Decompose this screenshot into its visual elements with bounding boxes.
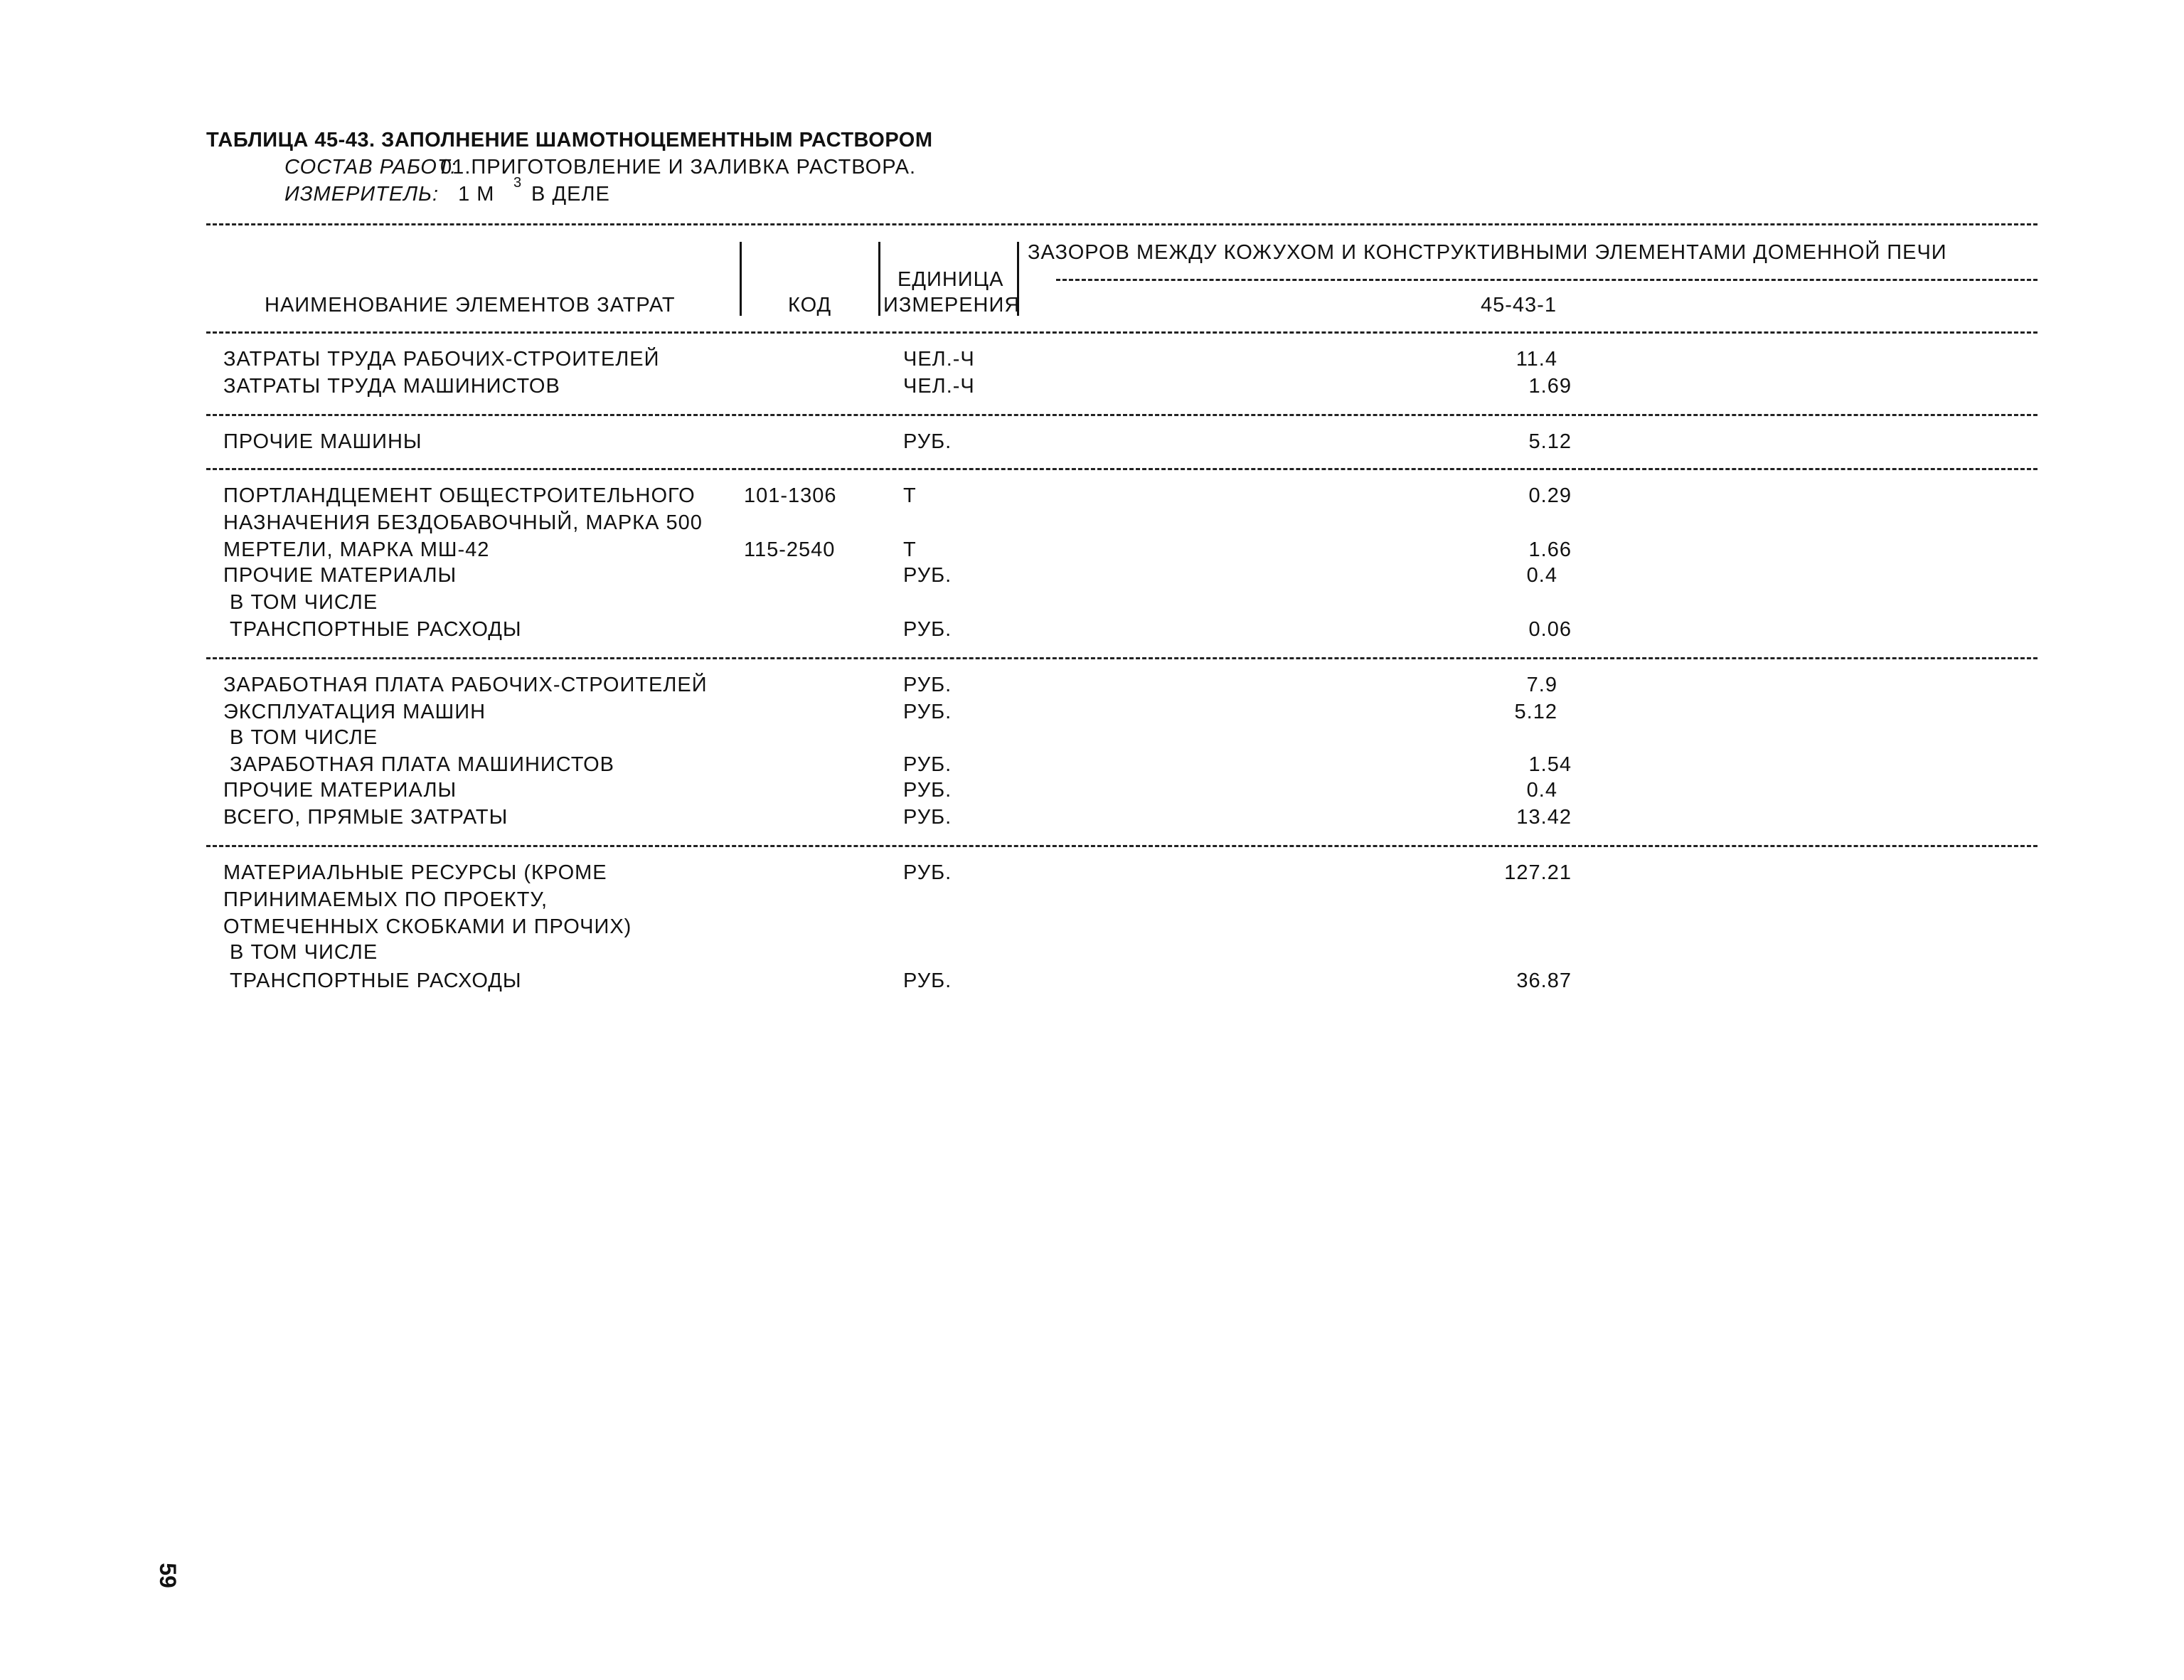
row-code: 101-1306 xyxy=(744,484,837,507)
column-group-heading: ЗАЗОРОВ МЕЖДУ КОЖУХОМ И КОНСТРУКТИВНЫМИ ЭЛЕМЕНТАМИ ДОМЕННОЙ ПЕЧИ xyxy=(1028,241,1947,264)
header-divider-code xyxy=(740,242,742,316)
row-name: ПРОЧИЕ МАТЕРИАЛЫ xyxy=(223,779,457,802)
row-unit: РУБ. xyxy=(903,753,952,776)
row-unit: Т xyxy=(903,484,917,507)
row-value: 1.66 xyxy=(1528,538,1572,561)
row-name: В ТОМ ЧИСЛЕ xyxy=(223,941,378,964)
row-unit: РУБ. xyxy=(903,969,952,992)
group-subheader-rule xyxy=(1056,279,2037,281)
row-name: ПРИНИМАЕМЫХ ПО ПРОЕКТУ, xyxy=(223,888,548,911)
page-number: 59 xyxy=(155,1563,181,1588)
column-unit-heading-bottom: ИЗМЕРЕНИЯ xyxy=(883,294,1021,317)
row-unit: Т xyxy=(903,538,917,561)
work-composition-label: СОСТАВ РАБОТ: xyxy=(284,156,457,179)
row-name: ТРАНСПОРТНЫЕ РАСХОДЫ xyxy=(223,969,522,992)
row-value: 11.4 xyxy=(1516,348,1557,371)
row-value: 1.69 xyxy=(1528,375,1572,398)
row-name: В ТОМ ЧИСЛЕ xyxy=(223,726,378,749)
column-code-heading: КОД xyxy=(788,294,832,317)
row-value: 36.87 xyxy=(1516,969,1572,992)
row-unit: РУБ. xyxy=(903,618,952,641)
header-top-rule xyxy=(206,223,2037,225)
measure-value-prefix: 1 М xyxy=(445,183,495,206)
row-unit: РУБ. xyxy=(903,779,952,802)
row-name: В ТОМ ЧИСЛЕ xyxy=(223,591,378,614)
row-name: НАЗНАЧЕНИЯ БЕЗДОБАВОЧНЫЙ, МАРКА 500 xyxy=(223,511,703,534)
row-value: 0.06 xyxy=(1528,618,1572,641)
row-value: 0.4 xyxy=(1526,564,1557,587)
row-value: 0.29 xyxy=(1528,484,1572,507)
row-name: ТРАНСПОРТНЫЕ РАСХОДЫ xyxy=(223,618,522,641)
header-bottom-rule xyxy=(206,331,2037,334)
row-name: ЗАРАБОТНАЯ ПЛАТА МАШИНИСТОВ xyxy=(223,753,615,776)
header-divider-unit xyxy=(878,242,880,316)
table-title: ТАБЛИЦА 45-43. ЗАПОЛНЕНИЕ ШАМОТНОЦЕМЕНТНЫМ РАСТВОРОМ xyxy=(206,129,933,151)
row-value: 5.12 xyxy=(1514,701,1557,723)
row-name: ЭКСПЛУАТАЦИЯ МАШИН xyxy=(223,701,486,723)
row-value: 0.4 xyxy=(1526,779,1557,802)
row-unit: ЧЕЛ.-Ч xyxy=(903,348,975,371)
row-value: 127.21 xyxy=(1504,861,1572,884)
row-unit: РУБ. xyxy=(903,861,952,884)
row-name: ЗАТРАТЫ ТРУДА РАБОЧИХ-СТРОИТЕЛЕЙ xyxy=(223,348,660,371)
row-name: ВСЕГО, ПРЯМЫЕ ЗАТРАТЫ xyxy=(223,806,508,829)
row-unit: РУБ. xyxy=(903,430,952,453)
row-value: 13.42 xyxy=(1516,806,1572,829)
row-name: ПОРТЛАНДЦЕМЕНТ ОБЩЕСТРОИТЕЛЬНОГО xyxy=(223,484,696,507)
section-rule xyxy=(206,468,2037,470)
row-name: ПРОЧИЕ МАТЕРИАЛЫ xyxy=(223,564,457,587)
measure-label: ИЗМЕРИТЕЛЬ: xyxy=(284,183,440,206)
section-rule xyxy=(206,845,2037,847)
column-unit-heading-top: ЕДИНИЦА xyxy=(897,268,1004,291)
row-unit: РУБ. xyxy=(903,701,952,723)
section-rule xyxy=(206,414,2037,416)
row-name: ЗАТРАТЫ ТРУДА МАШИНИСТОВ xyxy=(223,375,560,398)
section-rule xyxy=(206,657,2037,659)
row-unit: ЧЕЛ.-Ч xyxy=(903,375,975,398)
row-unit: РУБ. xyxy=(903,806,952,829)
row-name: ПРОЧИЕ МАШИНЫ xyxy=(223,430,422,453)
column-name-heading: НАИМЕНОВАНИЕ ЭЛЕМЕНТОВ ЗАТРАТ xyxy=(265,294,676,317)
row-name: ОТМЕЧЕННЫХ СКОБКАМИ И ПРОЧИХ) xyxy=(223,915,632,938)
row-name: МЕРТЕЛИ, МАРКА МШ-42 xyxy=(223,538,490,561)
norm-code-heading: 45-43-1 xyxy=(1481,294,1557,317)
row-code: 115-2540 xyxy=(744,538,836,561)
row-value: 7.9 xyxy=(1526,674,1557,696)
row-unit: РУБ. xyxy=(903,564,952,587)
row-name: МАТЕРИАЛЬНЫЕ РЕСУРСЫ (КРОМЕ xyxy=(223,861,607,884)
row-name: ЗАРАБОТНАЯ ПЛАТА РАБОЧИХ-СТРОИТЕЛЕЙ xyxy=(223,674,708,696)
row-value: 1.54 xyxy=(1528,753,1572,776)
work-composition-value: 01.ПРИГОТОВЛЕНИЕ И ЗАЛИВКА РАСТВОРА. xyxy=(434,156,917,179)
row-value: 5.12 xyxy=(1528,430,1572,453)
measure-superscript: 3 xyxy=(513,175,522,191)
row-unit: РУБ. xyxy=(903,674,952,696)
measure-value-suffix: В ДЕЛЕ xyxy=(525,183,610,206)
